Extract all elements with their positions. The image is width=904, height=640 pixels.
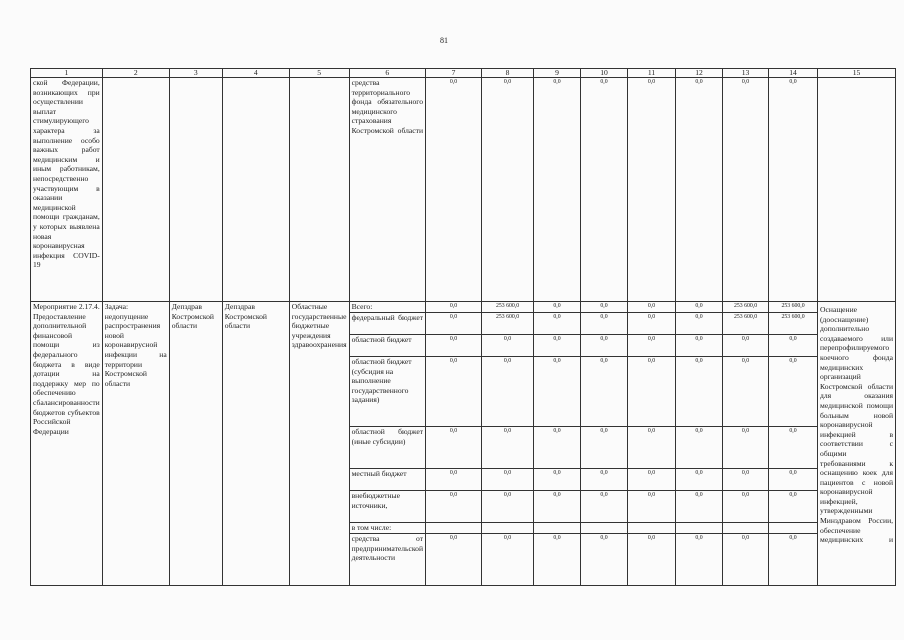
header-cell: 13 <box>723 69 769 78</box>
value-cell: 0,0 <box>482 491 534 523</box>
value-cell: 0,0 <box>426 534 482 586</box>
value-cell: 0,0 <box>426 78 482 302</box>
empty-cell <box>222 78 289 302</box>
value-cell: 0,0 <box>628 491 676 523</box>
header-cell: 5 <box>289 69 349 78</box>
value-cell: 0,0 <box>534 491 581 523</box>
value-cell: 0,0 <box>676 302 723 313</box>
value-cell: 0,0 <box>676 335 723 357</box>
header-cell: 15 <box>818 69 896 78</box>
value-cell: 0,0 <box>769 469 818 491</box>
value-cell: 0,0 <box>534 313 581 335</box>
value-cell: 0,0 <box>482 78 534 302</box>
header-cell: 12 <box>676 69 723 78</box>
value-cell: 0,0 <box>581 357 628 427</box>
value-cell: 0,0 <box>426 302 482 313</box>
funding-source-cell: областной бюджет (иные субсидии) <box>349 427 425 469</box>
value-cell: 0,0 <box>426 335 482 357</box>
value-cell: 0,0 <box>676 534 723 586</box>
funding-source-cell: в том числе: <box>349 523 425 534</box>
budget-table <box>30 68 896 586</box>
value-cell: 0,0 <box>426 469 482 491</box>
value-cell: 0,0 <box>628 534 676 586</box>
value-cell: 0,0 <box>628 427 676 469</box>
value-cell: 0,0 <box>676 427 723 469</box>
value-cell: 0,0 <box>581 534 628 586</box>
empty-cell <box>169 78 222 302</box>
empty-cell <box>289 78 349 302</box>
value-cell: 0,0 <box>482 427 534 469</box>
header-cell: 9 <box>534 69 581 78</box>
funding-source-cell: федеральный бюджет <box>349 313 425 335</box>
funding-source-cell: областной бюджет <box>349 335 425 357</box>
value-cell: 253 600,0 <box>769 302 818 313</box>
value-cell <box>628 523 676 534</box>
header-cell: 8 <box>482 69 534 78</box>
funding-source-cell: средства от предпринимательской деятельности <box>349 534 425 586</box>
value-cell <box>676 523 723 534</box>
empty-cell <box>102 78 169 302</box>
value-cell: 0,0 <box>482 534 534 586</box>
value-cell: 0,0 <box>581 302 628 313</box>
value-cell: 0,0 <box>676 469 723 491</box>
value-cell: 253 600,0 <box>482 313 534 335</box>
value-cell: 0,0 <box>723 427 769 469</box>
header-cell: 14 <box>769 69 818 78</box>
value-cell: 0,0 <box>426 427 482 469</box>
responsible-cell: Депздрав Костромской области <box>169 302 222 586</box>
value-cell: 0,0 <box>426 357 482 427</box>
value-cell <box>581 523 628 534</box>
page-number: 81 <box>440 36 448 45</box>
header-row <box>31 69 896 78</box>
value-cell <box>534 523 581 534</box>
value-cell: 0,0 <box>581 491 628 523</box>
value-cell: 0,0 <box>676 357 723 427</box>
value-cell: 0,0 <box>723 335 769 357</box>
value-cell: 0,0 <box>581 313 628 335</box>
funding-source-cell: средства территориального фонда обязательного медицинского страхования Костромской области <box>349 78 425 302</box>
value-cell: 0,0 <box>482 357 534 427</box>
value-cell: 0,0 <box>426 313 482 335</box>
value-cell: 0,0 <box>534 469 581 491</box>
value-cell: 0,0 <box>534 357 581 427</box>
value-cell: 0,0 <box>628 313 676 335</box>
header-cell: 4 <box>222 69 289 78</box>
header-cell: 11 <box>628 69 676 78</box>
value-cell: 0,0 <box>723 534 769 586</box>
value-cell: 0,0 <box>628 335 676 357</box>
value-cell: 0,0 <box>769 357 818 427</box>
value-cell <box>723 523 769 534</box>
value-cell: 0,0 <box>723 469 769 491</box>
value-cell: 0,0 <box>628 78 676 302</box>
measure-description-cell: ской Федерации, возникающих при осуществлении выплат стимулирующего характера за выполнение особо важных работ медицинским и иным работникам, непосредственно участвующим в оказании медицинской помощи гражданам, у которых выявлена новая коронавирусная инфекция COVID-19 <box>31 78 103 302</box>
value-cell: 0,0 <box>482 335 534 357</box>
header-cell: 3 <box>169 69 222 78</box>
value-cell: 0,0 <box>769 427 818 469</box>
expected-result-cell: Оснащение (дооснащение) дополнительно создаваемого или перепрофилируемого коечного фонда медицинских организаций Костромской области для оказания медицинской помощи больным новой коронавирусной инфекцией в соответствии с общими требованиями к оснащению коек для пациентов с новой коронавирусной инфекцией, утвержденными Минздравом России, обеспечение медицинских и <box>818 302 896 586</box>
empty-cell <box>818 78 896 302</box>
task-cell: Задача: недопущение распространения новой коронавирусной инфекции на территории Костромской области <box>102 302 169 586</box>
value-cell: 0,0 <box>581 78 628 302</box>
value-cell: 253 600,0 <box>482 302 534 313</box>
header-cell: 7 <box>426 69 482 78</box>
value-cell: 0,0 <box>769 335 818 357</box>
funding-source-cell: местный бюджет <box>349 469 425 491</box>
value-cell: 0,0 <box>534 335 581 357</box>
table-row <box>31 302 896 313</box>
header-cell: 2 <box>102 69 169 78</box>
value-cell <box>769 523 818 534</box>
header-cell: 1 <box>31 69 103 78</box>
value-cell: 0,0 <box>534 78 581 302</box>
funding-source-cell: Всего: <box>349 302 425 313</box>
value-cell: 0,0 <box>628 357 676 427</box>
value-cell: 253 600,0 <box>723 302 769 313</box>
value-cell: 0,0 <box>426 491 482 523</box>
value-cell: 0,0 <box>581 335 628 357</box>
value-cell: 0,0 <box>534 427 581 469</box>
coexecutor-cell: Депздрав Костромской области <box>222 302 289 586</box>
funding-source-cell: внебюджетные источники, <box>349 491 425 523</box>
value-cell: 0,0 <box>581 427 628 469</box>
measure-title-cell: Мероприятие 2.17.4. Предоставление дополнительной финансовой помощи из федерального бюджета в виде дотации на поддержку мер по обеспечению сбалансированности бюджетов субъектов Российской Федерации <box>31 302 103 586</box>
value-cell: 0,0 <box>676 78 723 302</box>
value-cell: 0,0 <box>581 469 628 491</box>
value-cell: 0,0 <box>534 534 581 586</box>
value-cell: 0,0 <box>676 313 723 335</box>
value-cell: 0,0 <box>723 357 769 427</box>
funding-source-cell: областной бюджет (субсидия на выполнение государственного задания) <box>349 357 425 427</box>
value-cell: 0,0 <box>628 469 676 491</box>
header-cell: 10 <box>581 69 628 78</box>
value-cell: 0,0 <box>628 302 676 313</box>
value-cell: 0,0 <box>769 534 818 586</box>
value-cell: 0,0 <box>723 78 769 302</box>
value-cell: 0,0 <box>723 491 769 523</box>
header-cell: 6 <box>349 69 425 78</box>
value-cell: 0,0 <box>676 491 723 523</box>
value-cell: 253 600,0 <box>723 313 769 335</box>
value-cell <box>482 523 534 534</box>
value-cell: 0,0 <box>534 302 581 313</box>
value-cell: 253 600,0 <box>769 313 818 335</box>
value-cell <box>426 523 482 534</box>
value-cell: 0,0 <box>482 469 534 491</box>
participants-cell: Областные государственные бюджетные учреждения здравоохранения <box>289 302 349 586</box>
value-cell: 0,0 <box>769 491 818 523</box>
table-row <box>31 78 896 302</box>
value-cell: 0,0 <box>769 78 818 302</box>
